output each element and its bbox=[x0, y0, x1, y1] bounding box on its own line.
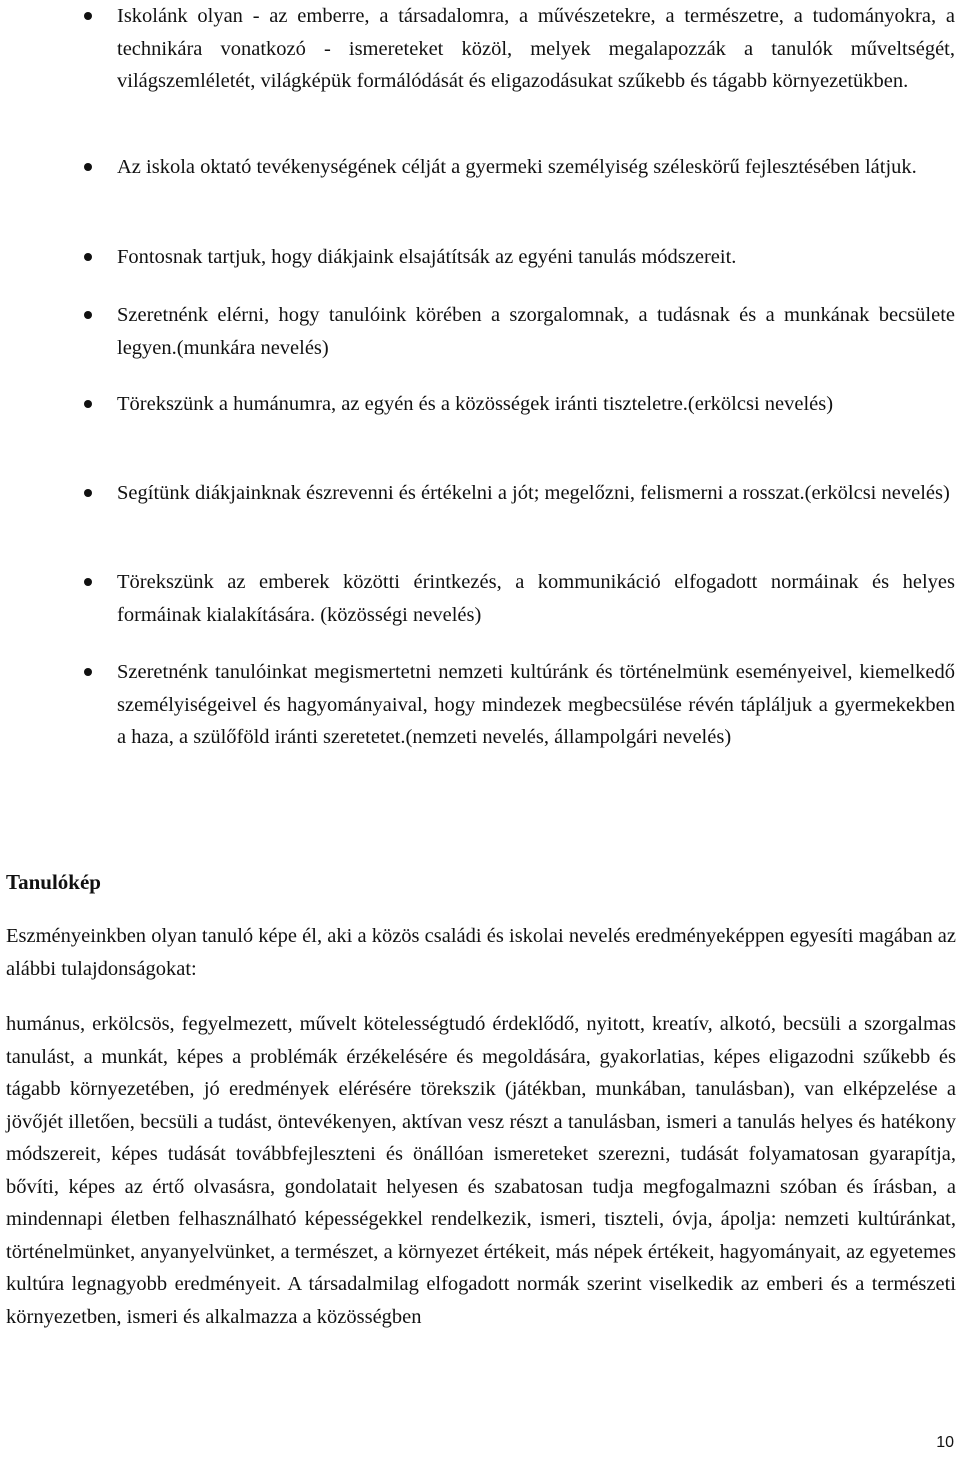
bullet-item bbox=[117, 0, 955, 98]
bullet-item bbox=[117, 241, 955, 274]
bullet-dot-icon bbox=[84, 163, 92, 171]
bullet-text: Törekszünk az emberek közötti érintkezés, a kommunikáció elfogadott normáinak és helyes formáinak kialakítására. (közösségi nevelés) bbox=[117, 571, 955, 626]
bullet-item bbox=[117, 299, 955, 364]
bullet-text: Iskolánk olyan - az emberre, a társadalomra, a művészetekre, a természetre, a tudományokra, a technikára vonatkozó - ismereteket közöl, melyek megalapozzák a tanulók műveltségét, világszemléletét, világképük formálódását és eligazodásukat szűkebb és tágabb környezetükben. bbox=[117, 5, 955, 92]
bullet-dot-icon bbox=[84, 253, 92, 261]
bullet-text: Szeretnénk tanulóinkat megismertetni nemzeti kultúránk és történelmünk eseményeivel, kiemelkedő személyiségeivel és hagyományaival, hogy mindezek megbecsülése révén tápláljuk a gyermekekben a haza, a szülőföld iránti szeretetet.(nemzeti nevelés, állampolgári nevelés) bbox=[117, 661, 955, 748]
bullet-item bbox=[117, 566, 955, 631]
bullet-text: Szeretnénk elérni, hogy tanulóink körében a szorgalomnak, a tudásnak és a munkának becsülete legyen.(munkára nevelés) bbox=[117, 304, 955, 359]
bullet-text: Törekszünk a humánumra, az egyén és a közösségek iránti tiszteletre.(erkölcsi nevelés) bbox=[117, 393, 834, 415]
bullet-dot-icon bbox=[84, 12, 92, 20]
bullet-dot-icon bbox=[84, 578, 92, 586]
bullet-text: Segítünk diákjainknak észrevenni és értékelni a jót; megelőzni, felismerni a rosszat.(erkölcsi nevelés) bbox=[117, 482, 950, 504]
bullet-text: Az iskola oktató tevékenységének célját a gyermeki személyiség széleskörű fejlesztésében látjuk. bbox=[117, 156, 917, 178]
bullet-dot-icon bbox=[84, 489, 92, 497]
bullet-item bbox=[117, 151, 955, 184]
section-heading: Tanulókép bbox=[6, 870, 101, 894]
bullet-item bbox=[117, 388, 955, 421]
section-body-paragraph: humánus, erkölcsös, fegyelmezett, művelt kötelességtudó érdeklődő, nyitott, kreatív, alkotó, becsüli a szorgalmas tanulást, a munkát, képes a problémák érzékelésére és megoldására, gyakorlatias, képes eligazodni szűkebb és tágabb környezetében, jó eredmények elérésére törekszik (játékban, munkában, tanulásban), van elképzelése a jövőjét illetően, becsüli a tudást, öntevékenyen, aktívan vesz részt a tanulásban, ismeri a tanulás helyes és hatékony módszereit, képes tudását továbbfejleszteni és önállóan ismereteket szerezni, tudását folyamatosan gyarapítja, bővíti, képes az értő olvasásra, gondolatait helyesen és szabatosan tudja megfogalmazni szóban és írásban, a mindennapi életben felhasználható képességekkel rendelkezik, ismeri, tiszteli, óvja, ápolja: nemzeti kultúránkat, történelmünket, anyanyelvünket, a természet, a környezet értékeit, más népek értékeit, hagyományait, az egyetemes kultúra legnagyobb eredményeit. A társadalmilag elfogadott normák szerint viselkedik az emberi és a természeti környezetben, ismeri és alkalmazza a közösségben bbox=[6, 1013, 956, 1328]
bullet-dot-icon bbox=[84, 311, 92, 319]
bullet-item bbox=[117, 477, 955, 510]
bullet-dot-icon bbox=[84, 400, 92, 408]
bullet-text: Fontosnak tartjuk, hogy diákjaink elsajátítsák az egyéni tanulás módszereit. bbox=[117, 246, 737, 268]
bullet-item bbox=[117, 656, 955, 754]
bullet-dot-icon bbox=[84, 668, 92, 676]
section-intro-paragraph: Eszményeinkben olyan tanuló képe él, aki a közös családi és iskolai nevelés eredményeképpen egyesíti magában az alábbi tulajdonságokat: bbox=[6, 925, 956, 980]
page-number: 10 bbox=[936, 1434, 954, 1451]
